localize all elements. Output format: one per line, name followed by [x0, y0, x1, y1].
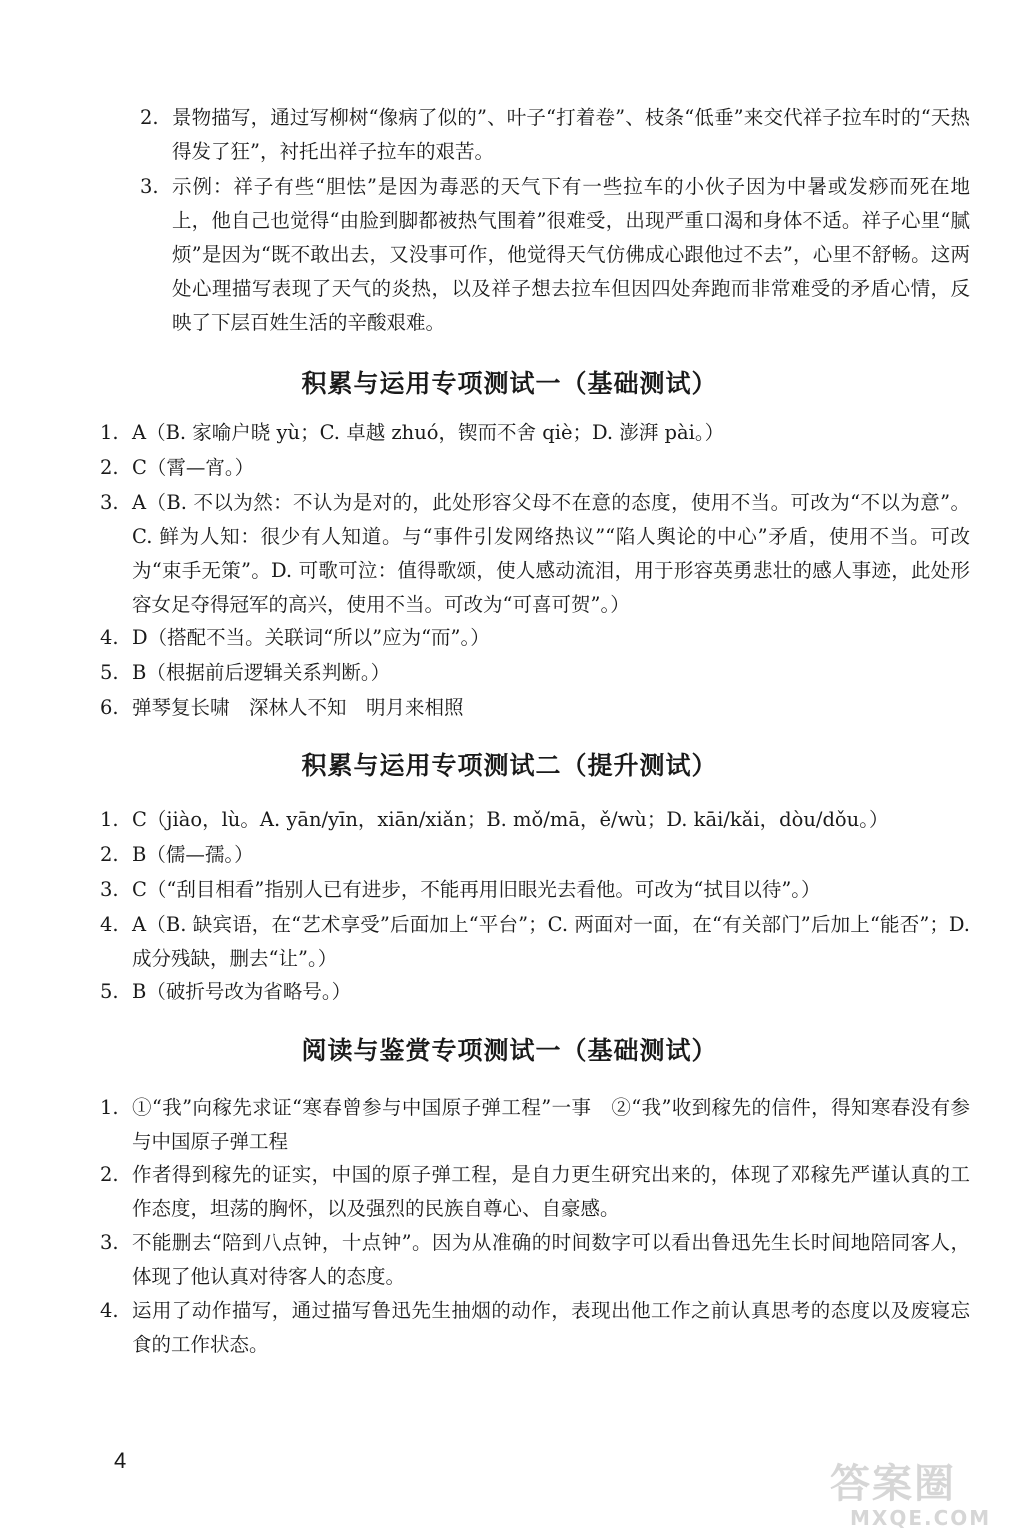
item-text: C（霄—宵。） [132, 456, 255, 479]
answer-item [100, 656, 970, 690]
item-number: 5. [100, 980, 119, 1003]
item-text: A（B. 缺宾语，在“艺术享受”后面加上“平台”；C. 两面对一面，在“有关部门”后加上“能否”；D. 成分残缺，删去“让”。） [132, 913, 970, 970]
item-number: 2. [100, 1163, 119, 1186]
item-text: A（B. 家喻户晓 yù；C. 卓越 zhuó，锲而不舍 qiè；D. 澎湃 pài。） [132, 421, 725, 444]
item-number: 3. [100, 878, 119, 901]
answer-item [100, 1294, 970, 1362]
item-text: 作者得到稼先的证实，中国的原子弹工程，是自力更生研究出来的，体现了邓稼先严谨认真的工作态度，坦荡的胸怀，以及强烈的民族自尊心、自豪感。 [132, 1163, 970, 1220]
item-text: C（“刮目相看”指别人已有进步，不能再用旧眼光去看他。可改为“拭目以待”。） [132, 878, 821, 901]
answer-item [100, 908, 970, 976]
item-text: A（B. 不以为然：不认为是对的，此处形容父母不在意的态度，使用不当。可改为“不以为意”。C. 鲜为人知：很少有人知道。与“事件引发网络热议”“陷人舆论的中心”矛盾，使用不当。可改为“束手无策”。D. 可歌可泣：值得歌颂，使人感动流泪，用于形容英勇悲壮的感人事迹，此处形容女足夺得冠军的高兴，使用不当。可改为“可喜可贺”。） [132, 491, 970, 616]
item-number: 1. [100, 808, 119, 831]
answer-item [100, 1226, 970, 1294]
answer-item [140, 101, 970, 169]
item-number: 3. [140, 175, 159, 198]
item-number: 1. [100, 1096, 119, 1119]
item-text: 景物描写，通过写柳树“像病了似的”、叶子“打着卷”、枝条“低垂”来交代祥子拉车时的“天热得发了狂”，衬托出祥子拉车的艰苦。 [172, 106, 970, 163]
item-number: 4. [100, 1299, 119, 1322]
item-number: 6. [100, 696, 119, 719]
watermark-logo [830, 1462, 1005, 1532]
item-text: C（jiào，lù。A. yān/yīn，xiān/xiǎn；B. mǒ/mā，ě/wù；D. kāi/kǎi，dòu/dǒu。） [132, 808, 889, 831]
item-text: ①“我”向稼先求证“寒春曾参与中国原子弹工程”一事 ②“我”收到稼先的信件，得知寒春没有参与中国原子弹工程 [132, 1096, 970, 1153]
answer-item [100, 451, 970, 485]
watermark-url: MXQE.COM [850, 1506, 992, 1530]
answer-item [100, 838, 970, 872]
watermark-logo-text: 答案圈 [830, 1461, 956, 1507]
answer-item [100, 1091, 970, 1159]
item-text: 运用了动作描写，通过描写鲁迅先生抽烟的动作，表现出他工作之前认真思考的态度以及废寝忘食的工作状态。 [132, 1299, 970, 1356]
item-number: 3. [100, 1231, 119, 1254]
answer-item [100, 873, 970, 907]
item-text: 不能删去“陪到八点钟，十点钟”。因为从准确的时间数字可以看出鲁迅先生长时间地陪同客人，体现了他认真对待客人的态度。 [132, 1231, 970, 1288]
item-text: D（搭配不当。关联词“所以”应为“而”。） [132, 626, 490, 649]
item-number: 2. [100, 456, 119, 479]
item-number: 1. [100, 421, 119, 444]
answer-item [100, 416, 970, 450]
section-title: 积累与运用专项测试一（基础测试） [301, 369, 718, 398]
section-title: 积累与运用专项测试二（提升测试） [301, 751, 718, 780]
item-number: 5. [100, 661, 119, 684]
answer-item [100, 691, 970, 725]
answer-item [100, 1158, 970, 1226]
item-number: 2. [100, 843, 119, 866]
item-number: 2. [140, 106, 159, 129]
item-text: 弹琴复长啸 深林人不知 明月来相照 [132, 696, 464, 719]
item-text: B（儒—孺。） [132, 843, 254, 866]
item-number: 3. [100, 491, 119, 514]
item-number: 4. [100, 626, 119, 649]
answer-item [100, 486, 970, 622]
answer-item [100, 803, 970, 837]
page-number: 4 [114, 1448, 127, 1473]
answer-item [100, 975, 970, 1009]
item-text: B（根据前后逻辑关系判断。） [132, 661, 391, 684]
item-text: 示例：祥子有些“胆怯”是因为毒恶的天气下有一些拉车的小伙子因为中暑或发痧而死在地上，他自己也觉得“由脸到脚都被热气围着”很难受，出现严重口渴和身体不适。祥子心里“腻烦”是因为“既不敢出去，又没事可作，他觉得天气仿佛成心跟他过不去”，心里不舒畅。这两处心理描写表现了天气的炎热，以及祥子想去拉车但因四处奔跑而非常难受的矛盾心情，反映了下层百姓生活的辛酸艰难。 [172, 175, 970, 334]
section-title: 阅读与鉴赏专项测试一（基础测试） [301, 1036, 718, 1065]
item-text: B（破折号改为省略号。） [132, 980, 352, 1003]
item-number: 4. [100, 913, 119, 936]
answer-item [140, 170, 970, 340]
answer-item [100, 621, 970, 655]
